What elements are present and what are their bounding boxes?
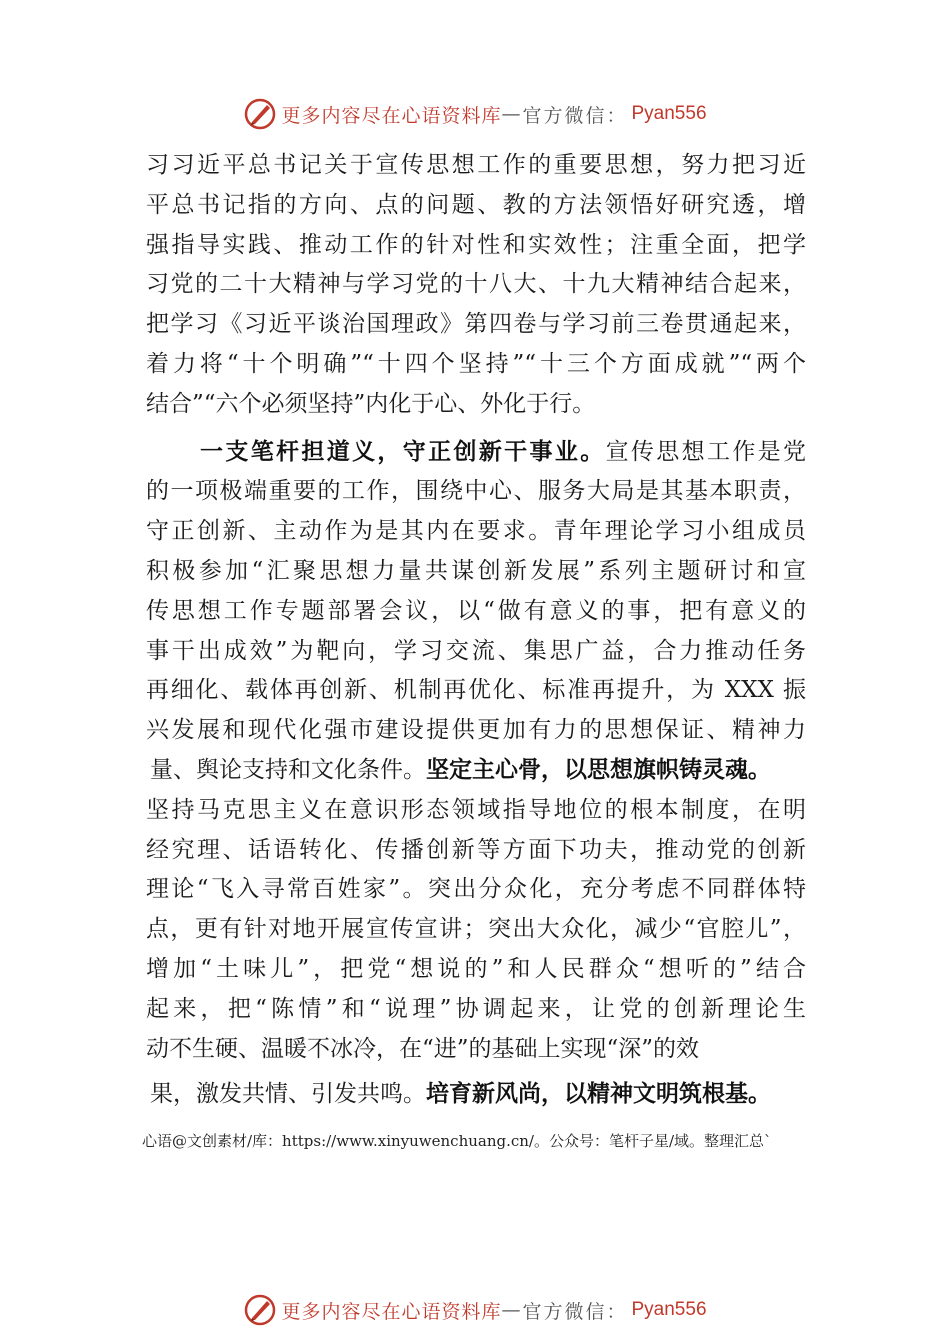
pen-circle-logo-icon [243, 1293, 277, 1327]
text-line: 增加“土味儿”，把党“想说的”和人民群众“想听的”结合 [146, 955, 806, 982]
text-line: 传思想工作专题部署会议，以“做有意义的事，把有意义的 [146, 597, 806, 624]
pen-circle-logo-icon [243, 97, 277, 131]
text-line: 结合”“六个必须坚持”内化于心、外化于行。 [146, 390, 596, 417]
top-watermark-banner [0, 94, 950, 134]
text-line: 经究理、话语转化、传播创新等方面下功夫，推动党的创新 [146, 836, 806, 863]
text-line: 的一项极端重要的工作，围绕中心、服务大局是其基本职责， [146, 478, 806, 505]
text-line: 习习近平总书记关于宣传思想工作的重要思想，努力把习近 [146, 152, 806, 178]
text-line: 再细化、载体再创新、机制再优化、标准再提升，为 XXX 振 [146, 677, 806, 704]
text-run: 宣传思想工作是党 [605, 438, 806, 465]
text-run: 量、舆论支持和文化条件。 [150, 756, 426, 783]
source-note: 心语@文创素材/库：https://www.xinyuwenchuang.cn/。公众号：笔杆子星/域。整理汇总` [142, 1132, 772, 1150]
text-line: 理论“飞入寻常百姓家”。突出分众化，充分考虑不同群体特 [146, 876, 806, 903]
text-line: 起来，把“陈情”和“说理”协调起来，让党的创新理论生 [146, 995, 806, 1022]
text-line: 守正创新、主动作为是其内在要求。青年理论学习小组成员 [146, 518, 806, 545]
banner-red-text: 更多内容尽在心语资料库 [281, 1300, 502, 1323]
text-line: 强指导实践、推动工作的针对性和实效性；注重全面，把学 [146, 231, 806, 258]
text-line [146, 751, 806, 791]
text-line [146, 1075, 806, 1115]
text-line: 习党的二十大精神与学习党的十八大、十九大精神结合起来， [146, 271, 806, 298]
banner-wechat-label: 官方微信： [522, 1300, 628, 1323]
banner-red-text: 更多内容尽在心语资料库 [281, 104, 502, 127]
paragraph-2 [146, 433, 806, 791]
text-line: 坚持马克思主义在意识形态领域指导地位的根本制度，在明 [146, 796, 806, 823]
banner-dash: — [501, 1299, 523, 1321]
banner-dash: — [501, 103, 523, 125]
banner-wechat-id: Pyan556 [631, 1299, 707, 1320]
section-heading: 培育新风尚，以精神文明筑根基。 [426, 1081, 771, 1108]
paragraph-1 [146, 146, 806, 425]
bottom-watermark-banner [0, 1290, 950, 1330]
text-line: 动不生硬、温暖不冰冷，在“进”的基础上实现“深”的效 [146, 1035, 700, 1062]
text-line: 点，更有针对地开展宣传宣讲；突出大众化，减少“官腔儿”， [146, 916, 806, 943]
document-body [146, 146, 806, 1115]
text-line: 着力将“十个明确”“十四个坚持”“十三个方面成就”“两个 [146, 350, 806, 377]
text-line: 积极参加“汇聚思想力量共谋创新发展”系列主题研讨和宣 [146, 557, 806, 584]
section-heading: 一支笔杆担道义，守正创新干事业。 [200, 438, 606, 465]
banner-wechat-label: 官方微信： [522, 104, 628, 127]
text-run: 果，激发共情、引发共鸣。 [150, 1081, 426, 1108]
text-line [146, 433, 806, 473]
text-line: 把学习《习近平谈治国理政》第四卷与学习前三卷贯通起来， [146, 311, 806, 338]
section-heading: 坚定主心骨，以思想旗帜铸灵魂。 [426, 756, 771, 783]
text-line: 事干出成效”为靶向，学习交流、集思广益，合力推动任务 [146, 637, 806, 664]
text-line: 兴发展和现代化强市建设提供更加有力的思想保证、精神力 [146, 717, 806, 744]
text-line: 平总书记指的方向、点的问题、教的方法领悟好研究透，增 [146, 191, 806, 218]
banner-wechat-id: Pyan556 [631, 103, 707, 124]
paragraph-3 [146, 791, 806, 1115]
